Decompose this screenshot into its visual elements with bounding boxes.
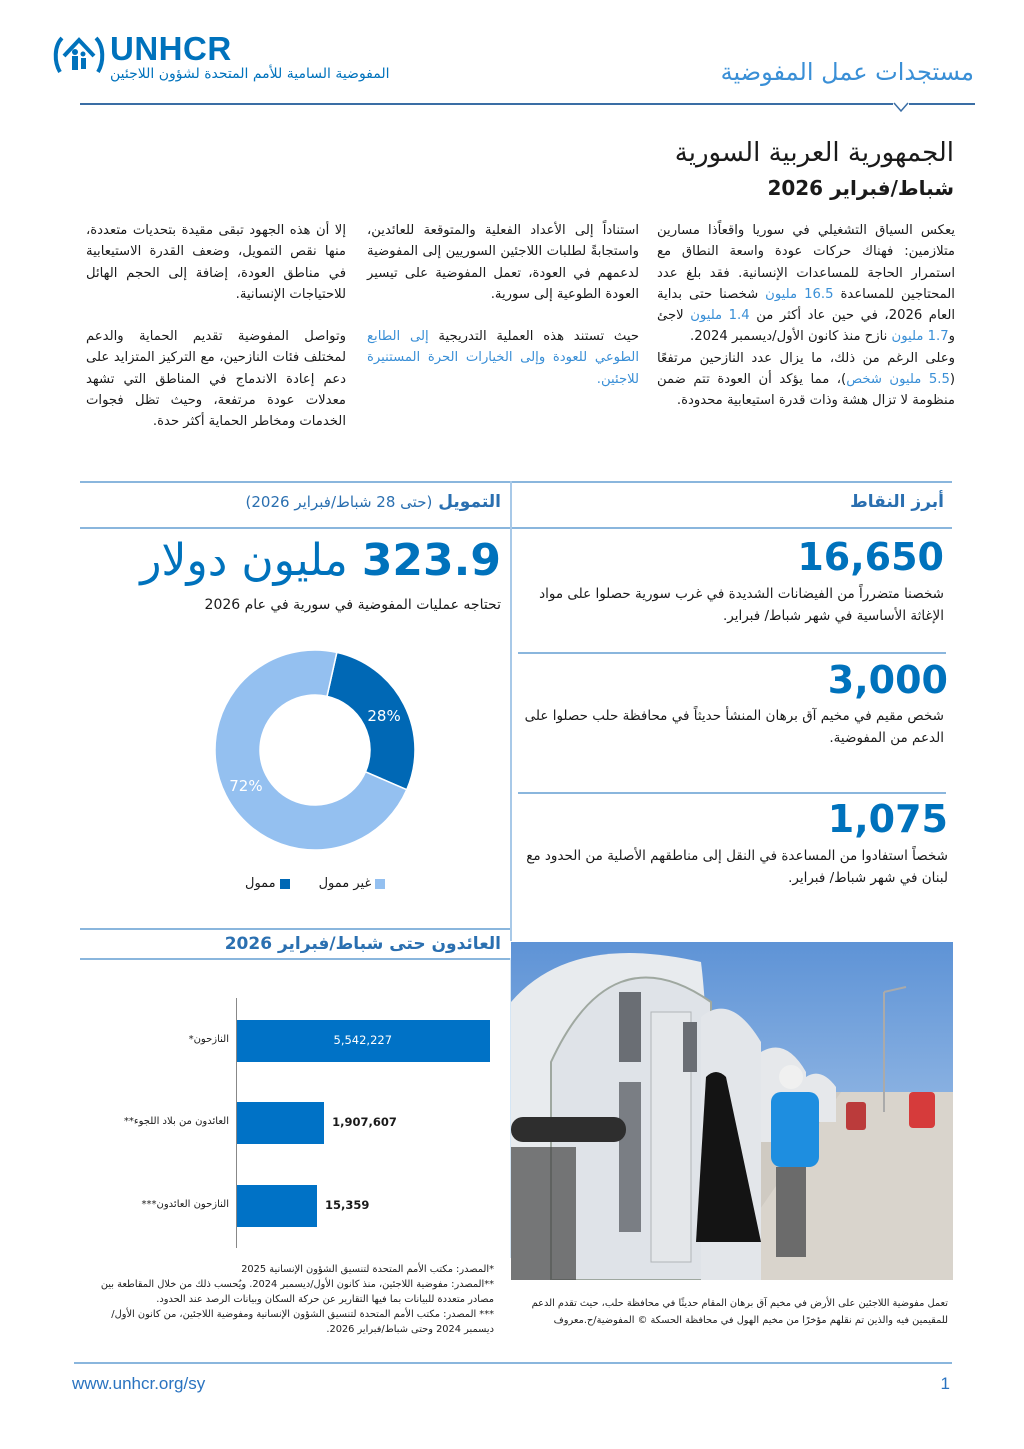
column-divider — [510, 481, 512, 941]
legend-item-funded — [245, 876, 290, 891]
highlight-value: 16,650 — [797, 535, 944, 579]
legend-label: غير ممول — [318, 876, 372, 891]
legend-swatch-funded — [280, 879, 290, 889]
bar-category-label: النازحون العائدون*** — [141, 1199, 229, 1210]
highlight-number: 1.7 مليون — [891, 329, 949, 345]
highlight-number: 5.5 مليون شخص — [846, 372, 950, 388]
highlight-divider — [518, 652, 946, 654]
bar-value-label: 1,907,607 — [332, 1115, 397, 1129]
donut-legend — [245, 876, 385, 891]
intro-paragraph — [657, 220, 955, 348]
funding-title-label: التمويل — [438, 492, 501, 512]
country-title: الجمهورية العربية السورية — [674, 138, 954, 168]
footer-divider — [74, 1362, 952, 1364]
highlights-title: أبرز النقاط — [850, 492, 944, 512]
legend-item-unfunded — [319, 876, 386, 891]
section-divider — [80, 481, 952, 483]
funding-donut-chart — [200, 635, 430, 865]
photo-caption: تعمل مفوضية اللاجئين على الأرض في مخيم آق برهان المقام حديثًا في محافظة حلب، حيث تقدم الدعم للمقيمين فيه والذين تم نقلهم مؤخرًا من مخيم الهول في محافظة الحسكة © المفوضية/ح.معروف — [531, 1298, 948, 1326]
legend-swatch-unfunded — [375, 879, 385, 889]
section-divider — [80, 958, 510, 960]
section-divider — [80, 928, 510, 930]
highlight-value: 1,075 — [827, 797, 948, 841]
document-type-title: مستجدات عمل المفوضية — [720, 58, 974, 86]
chevron-down-icon — [893, 98, 909, 114]
footnote: *المصدر: مكتب الأمم المتحدة لتنسيق الشؤون الإنسانية 2025 — [241, 1264, 494, 1275]
text: نازح منذ كانون الأول/ديسمبر 2024. — [690, 329, 892, 345]
funding-amount-number: 323.9 — [361, 535, 501, 586]
intro-column-2 — [367, 220, 639, 390]
highlight-value: 3,000 — [827, 658, 948, 702]
bar — [237, 1102, 324, 1144]
returnees-bar-chart — [80, 990, 510, 1255]
intro-paragraph: وتواصل المفوضية تقديم الحماية والدعم لمختلف فئات النازحين، مع التركيز المتزايد على دعم إعادة الاندماج في المناطق التي تشهد معدلات عودة مرتفعة، وحيث تظل فجوات الخدمات ومخاطر الحماية أكثر حدة. — [86, 329, 346, 430]
bar — [237, 1185, 317, 1227]
bar-category-label: النازحون* — [188, 1034, 229, 1045]
unhcr-emblem-icon — [52, 32, 106, 78]
bar-value-label: 15,359 — [325, 1198, 370, 1212]
section-divider — [80, 527, 952, 529]
funding-title-date: (حتى 28 شباط/فبراير 2026) — [245, 493, 433, 511]
header-divider — [80, 103, 975, 105]
donut-data-label: 28% — [367, 706, 401, 725]
camp-photo — [511, 942, 953, 1280]
intro-column-3 — [86, 220, 346, 433]
highlight-description: شخصنا متضرراً من الفيضانات الشديدة في غرب سورية حصلوا على مواد الإغاثة الأساسية في شهر شباط/ فبراير. — [539, 586, 944, 624]
donut-data-label: 72% — [229, 777, 263, 796]
text: )، مما يؤكد أن العودة تتم ضمن منظومة لا تزال هشة وذات قدرة استيعابية محدودة. — [657, 372, 955, 409]
intro-paragraph: إلا أن هذه الجهود تبقى مقيدة بتحديات متعددة، منها نقص التمويل، وضعف القدرة الاستيعابية في مناطق العودة، إضافة إلى الحجم الهائل للاحتياجات الإنسانية. — [86, 223, 346, 302]
highlight-description: شخصاً استفادوا من المساعدة في النقل إلى مناطقهم الأصلية من الحدود مع لبنان في شهر شباط/ فبراير. — [526, 848, 948, 886]
bar-value-label: 5,542,227 — [333, 1033, 393, 1047]
page-number: 1 — [940, 1374, 950, 1393]
footnote: *** المصدر: مكتب الأمم المتحدة لتنسيق الشؤون الإنسانية ومفوضية اللاجئين، من كانون الأول/ديسمبر 2024 وحتى شباط/فبراير 2026. — [111, 1309, 494, 1335]
text: شخصنا حتى بداية العام 2026، في حين عاد أكثر من — [657, 286, 956, 324]
text: يعكس السياق التشغيلي في سوريا واقعاًذا مسارين متلازمين: فهناك حركات عودة واسعة النطاق مع استمرار الحاجة للمساعدات الإنسانية. فقد بلغ عدد المحتاجين للمساعدة — [657, 223, 955, 302]
highlight-divider — [518, 792, 946, 794]
highlight-number: 1.4 مليون — [690, 308, 750, 324]
highlight-description: شخص مقيم في مخيم آق برهان المنشأ حديثاً في محافظة حلب حصلوا على الدعم من المفوضية. — [524, 708, 944, 746]
unhcr-logo — [52, 32, 452, 92]
returnees-title: العائدون حتى شباط/فبراير 2026 — [224, 934, 501, 954]
highlight-number: 16.5 مليون — [765, 286, 834, 302]
footer-website-link[interactable]: www.unhcr.org/sy — [72, 1374, 206, 1393]
bar-category-label: العائدون من بلاد اللجوء** — [123, 1116, 229, 1127]
intro-paragraph — [657, 348, 955, 412]
highlight-text: إلى الطابع الطوعي للعودة وإلى الخيارات الحرة المستنيرة للاجئين. — [367, 329, 639, 387]
report-date: شباط/فبراير 2026 — [767, 176, 954, 200]
camp-photo-image — [511, 942, 953, 1280]
intro-column-1 — [657, 220, 955, 412]
funding-description: تحتاجه عمليات المفوضية في سورية في عام 2026 — [204, 597, 501, 613]
legend-label: ممول — [245, 876, 276, 891]
intro-paragraph: استناداً إلى الأعداد الفعلية والمتوقعة للعائدين، واستجابةً لطلبات اللاجئين السوريين إلى المفوضية لدعمهم في العودة، تعمل المفوضية على تيسير العودة الطوعية إلى سورية. — [367, 223, 639, 302]
text: لاجئ و — [657, 308, 955, 345]
intro-paragraph — [367, 326, 639, 390]
returnees-footnotes — [88, 1262, 494, 1337]
funding-amount-unit: مليون دولار — [140, 535, 348, 586]
text: حيث تستند هذه العملية التدريجية — [428, 329, 639, 345]
logo-arabic-name: المفوضية السامية للأمم المتحدة لشؤون اللاجئين — [110, 66, 390, 82]
funding-amount — [140, 535, 501, 586]
funding-title — [246, 492, 501, 512]
logo-wordmark: UNHCR — [110, 30, 232, 67]
footnote: **المصدر: مفوضية اللاجئين، منذ كانون الأول/ديسمبر 2024. ويُحسب ذلك من خلال المقاطعة بين مصادر متعددة للبيانات بما فيها التقارير عن حركة السكان وبيانات الرصد عند الحدود. — [100, 1279, 494, 1305]
text: وعلى الرغم من ذلك، ما يزال عدد النازحين مرتفعًا ( — [657, 350, 955, 388]
